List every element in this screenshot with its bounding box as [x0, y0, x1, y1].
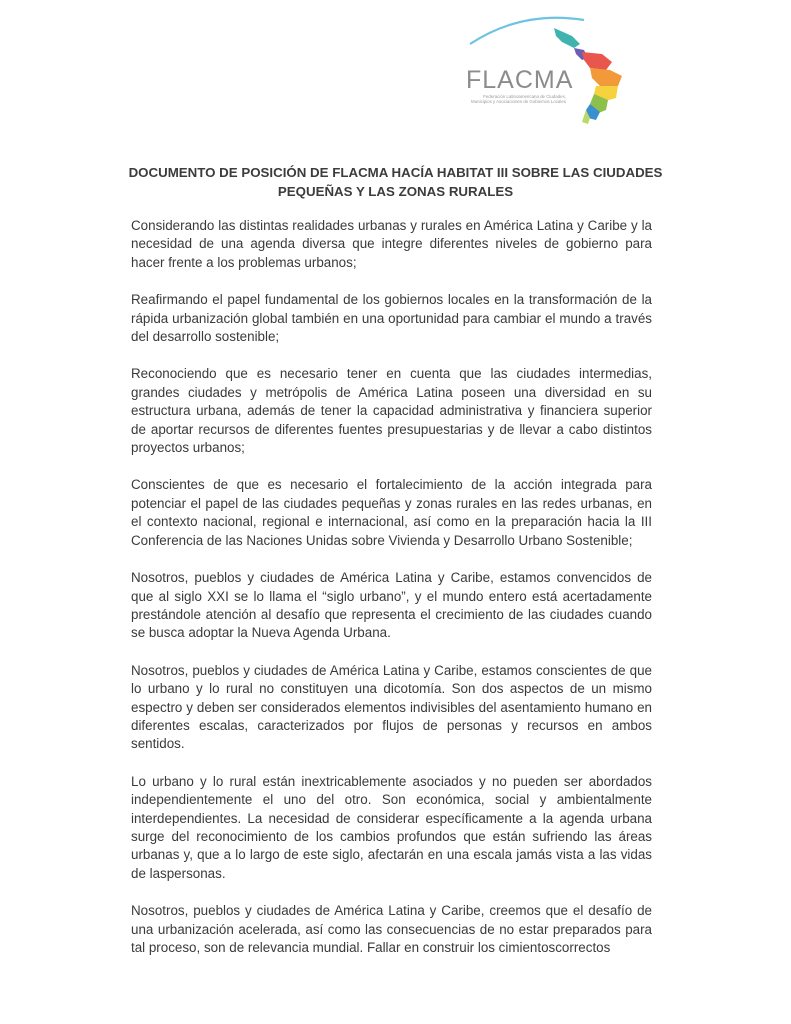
paragraph: Conscientes de que es necesario el fortalecimiento de la acción integrada para potenciar el papel de las ciudades pequeñas y zonas rurales en las redes urbanas, en el contexto nacional, regional e internacional, así como en la preparación hacia la III Conferencia de las Naciones Unidas sobre Vivienda y Desarrollo Urbano Sostenible;: [131, 477, 652, 548]
paragraph: Nosotros, pueblos y ciudades de América Latina y Caribe, estamos conscientes de que lo urbano y lo rural no constituyen una dicotomía. Son dos aspectos de un mismo espectro y deben ser considerados elementos indivisibles del asentamiento humano en diferentes escalas, caracterizados por flujos de personas y recursos en ambos sentidos.: [131, 662, 652, 752]
document-title-line-1: DOCUMENTO DE POSICIÓN DE FLACMA HACÍA HABITAT III SOBRE LAS CIUDADES: [128, 165, 663, 180]
paragraph: Nosotros, pueblos y ciudades de América Latina y Caribe, estamos convencidos de que al siglo XXI se lo llama el “siglo urbano”, y el mundo entero está acertadamente prestándole atención al desafío que representa el crecimiento de las ciudades cuando se busca adoptar la Nueva Agenda Urbana.: [131, 570, 652, 641]
paragraph: Lo urbano y lo rural están inextricablemente asociados y no pueden ser abordados independientemente el uno del otro. Son económica, social y ambientalmente interdependientes. La necesidad de considerar específicamente a la agenda urbana surge del reconocimiento de los cambios profundos que están sufriendo las áreas urbanas y, que a lo largo de este siglo, afectarán en una escala jamás vista a las vidas de laspersonas.: [131, 773, 652, 881]
paragraph: Nosotros, pueblos y ciudades de América Latina y Caribe, creemos que el desafío de una urbanización acelerada, así como las consecuencias de no estar preparados para tal proceso, son de relevancia mundial. Fallar en construir los cimientoscorrectos: [131, 903, 652, 955]
document-body: [131, 217, 652, 976]
paragraph: Reconociendo que es necesario tener en cuenta que las ciudades intermedias, grandes ciudades y metrópolis de América Latina poseen una diversidad en su estructura urbana, además de tener la capacidad administrativa y financiera superior de aportar recursos de diferentes fuentes presupuestarias y de llevar a cabo distintos proyectos urbanos;: [131, 366, 652, 456]
paragraph: Considerando las distintas realidades urbanas y rurales en América Latina y Caribe y la necesidad de una agenda diversa que integre diferentes niveles de gobierno para hacer frente a los problemas urbanos;: [131, 218, 652, 270]
logo-subtitle: Federación Latinoamericana de Ciudades, Municipios y Asociaciones de Gobiernos Locales: [471, 94, 566, 105]
document-title-line-2: PEQUEÑAS Y LAS ZONAS RURALES: [277, 184, 514, 199]
paragraph: Reafirmando el papel fundamental de los gobiernos locales en la transformación de la rápida urbanización global también en una oportunidad para cambiar el mundo a través del desarrollo sostenible;: [131, 292, 652, 345]
flacma-logo: [462, 14, 642, 124]
document-title: [120, 163, 671, 201]
logo-wordmark: FLACMA: [466, 66, 574, 94]
